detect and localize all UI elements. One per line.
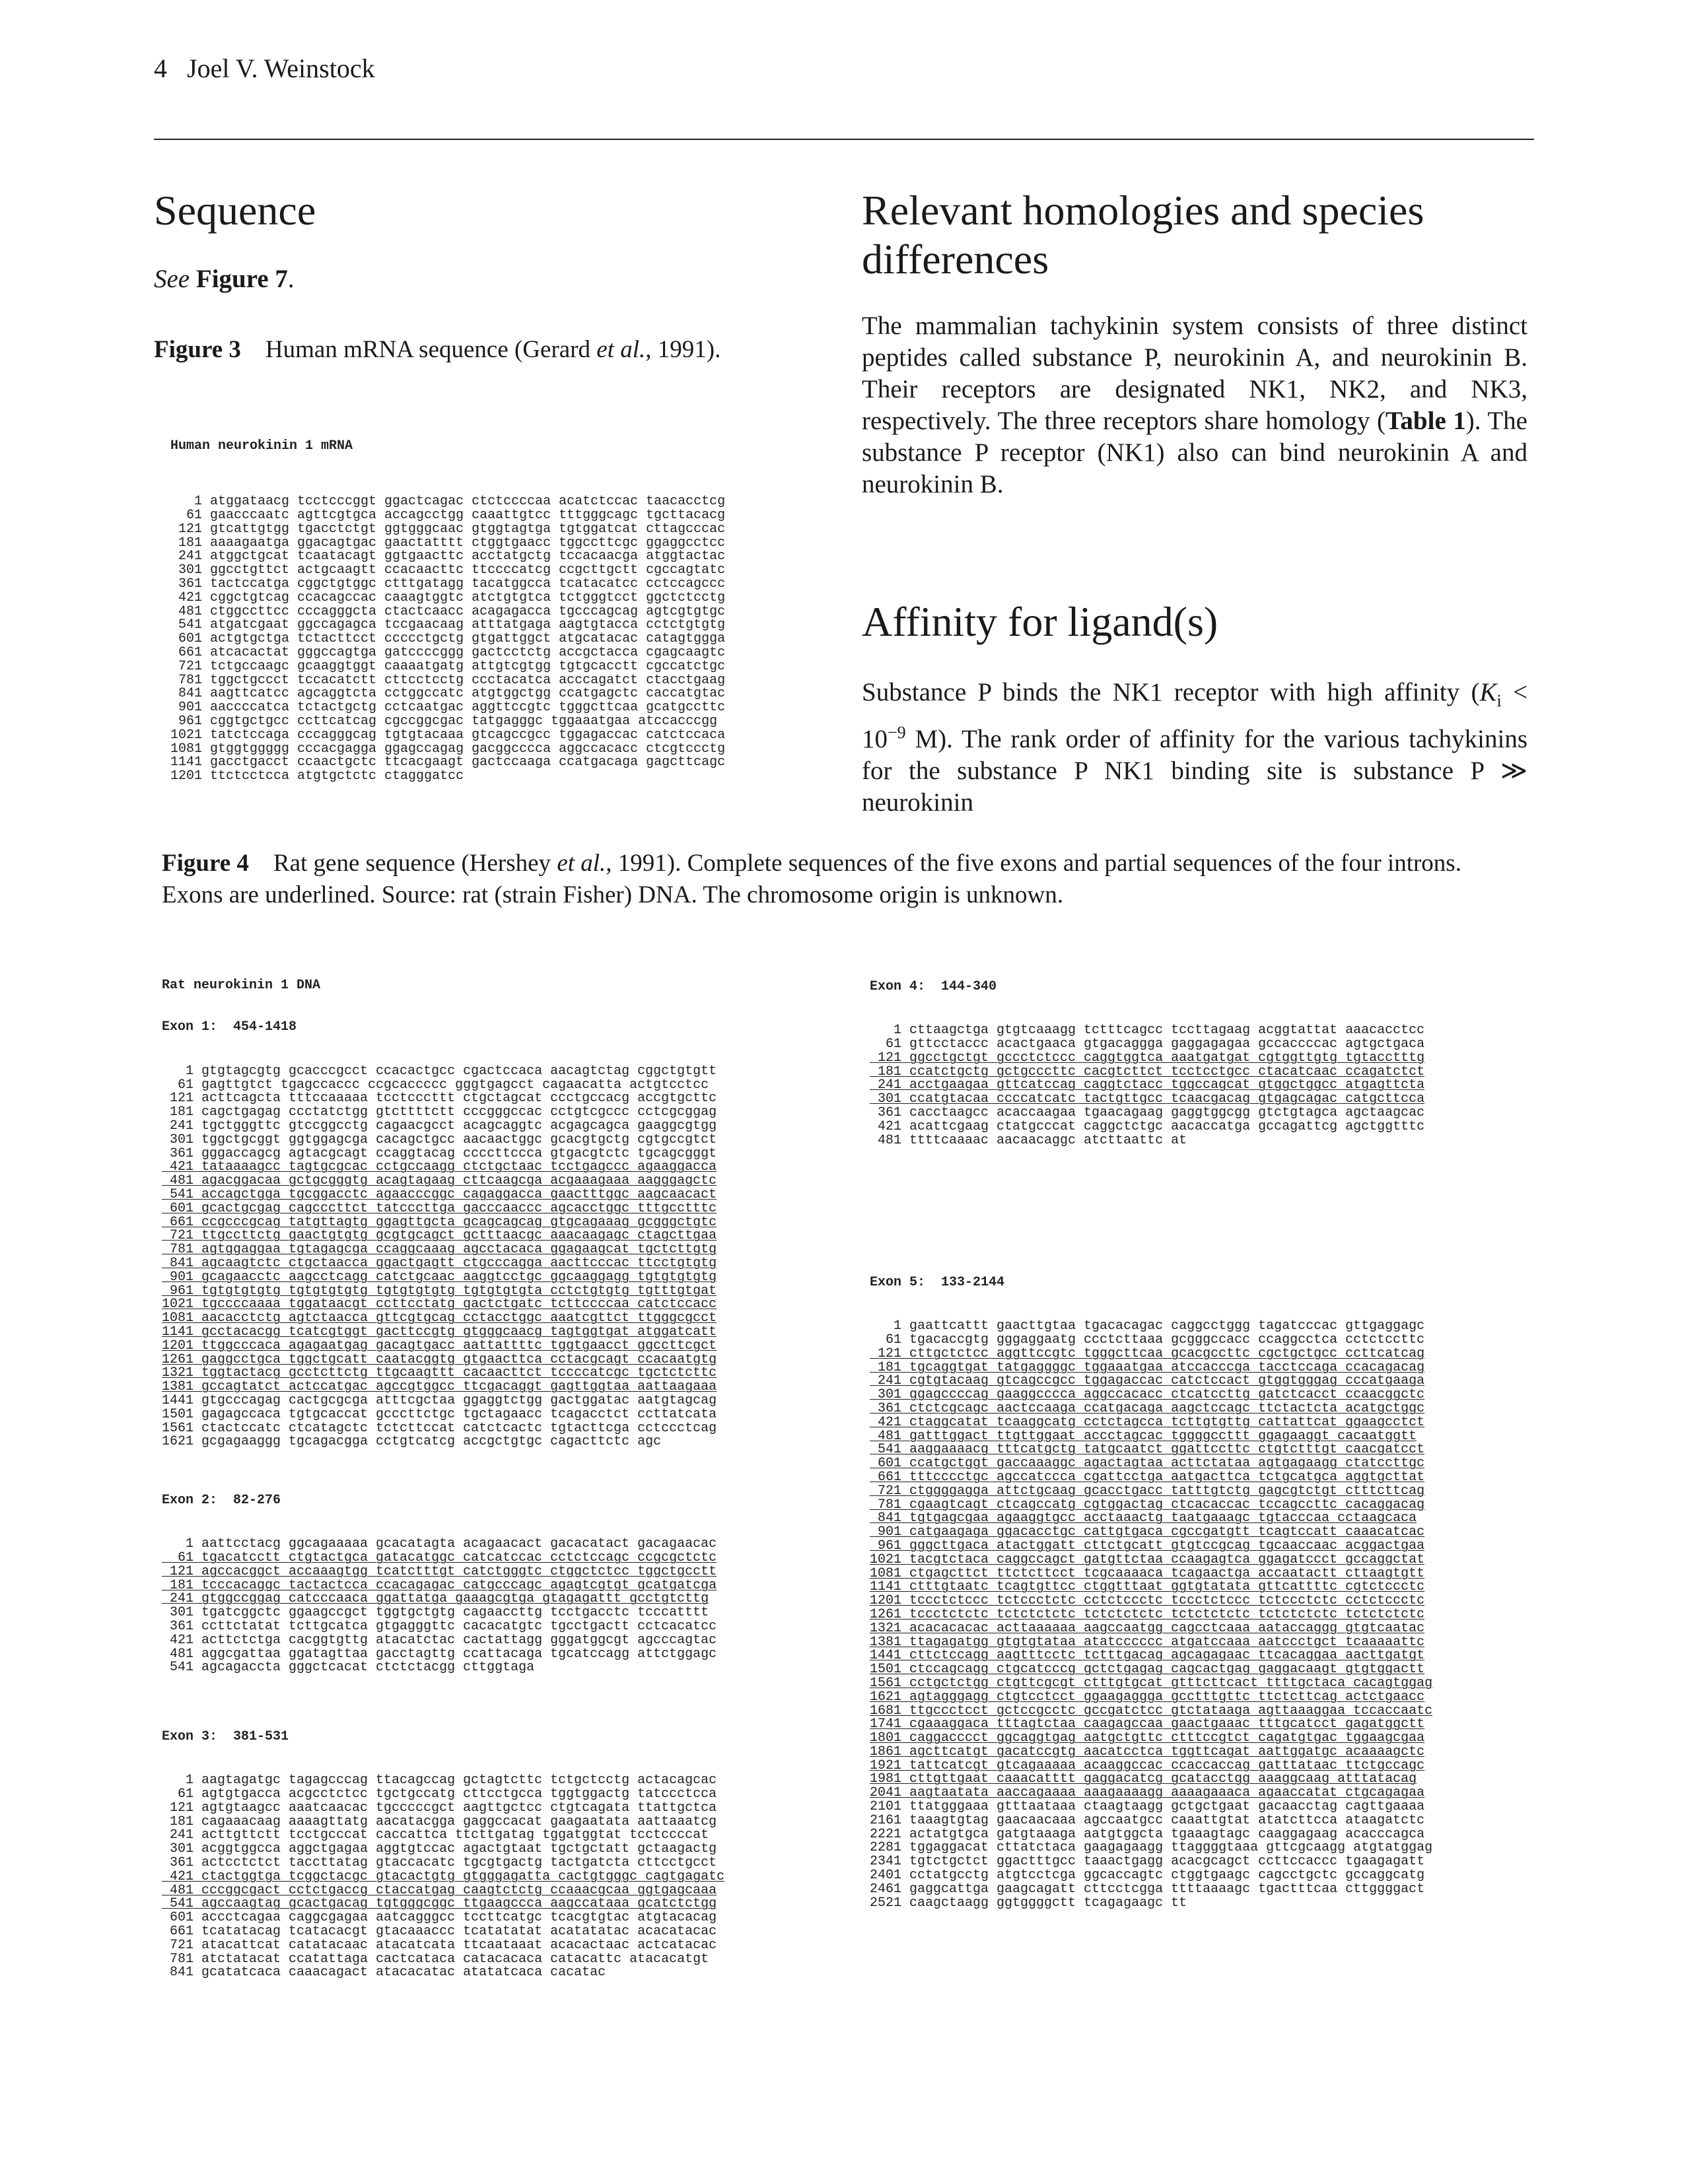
sequence-line: 961 cggtgctgcc ccttcatcag cgccggcgac tatgagggc tggaaatgaa atccacccgg [170,713,718,729]
sequence-line: 421 acttctctga cacggtgttg atacatctac cactattagg gggatggcgt agcccagtac [162,1632,717,1648]
rat-exon-5-header: Exon 5: 133-2144 [870,1274,1005,1290]
sequence-line: 901 catgaagaga ggacacctgc cattgtgaca cgccgatgtt tcagtccatt caaacatcac [870,1524,1425,1540]
sequence-line: 601 ccatgctggt gaccaaaggc agactagtaa acttctataa agtgagaagg ctatccttgc [870,1456,1425,1472]
sequence-line: 361 ccttctatat tcttgcatca gtgagggttc cacacatgtc tgcctgactt cctcacatcc [162,1618,717,1634]
sequence-line: 1261 gaggcctgca tggctgcatt caatacggtg gtgaacttca cctacgcagt ccacaatgtg [162,1351,717,1367]
affinity-exponent: −9 [888,722,906,742]
sequence-line: 1621 agtagggagg ctgtcctcct ggaagaggga gcctttgttc ttctcttcag actctgaacc [870,1689,1425,1705]
rat-exon-5-lines [870,1320,1432,1910]
sequence-line: 421 acattcgaag ctatgcccat caggctctgc aacaccatga gccagattcg agctggtttc [870,1118,1425,1134]
affinity-heading: Affinity for ligand(s) [862,598,1218,645]
sequence-line: 1441 gtgcccagag cactgcgcga atttcgctaa ggaggtctgg gactggatac aatgtagcag [162,1392,717,1408]
sequence-line: 1021 tacgtctaca caggccagct gatgttctaa ccaagagtca ggagatccct gccaggctat [870,1552,1425,1567]
header-rule [154,139,1534,140]
homologies-heading: Relevant homologies and species differences [862,187,1424,283]
sequence-line: 841 aagttcatcc agcaggtcta cctggccatc atgtggctgg ccatgagctc caccatgtac [170,686,726,702]
sequence-line: 61 agtgtgacca acgcctctcc tgctgccatg cttcctgcca tggtggactg tatccctcca [162,1786,717,1802]
sequence-line: 301 ccatgtacaa ccccatcatc tactgttgcc tcaacgacag gtgagcagac catgcttcca [870,1091,1425,1107]
sequence-line: 721 tctgccaagc gcaaggtggt caaaatgatg attgtcgtgg tgtgcacctt cgccatctgc [170,658,726,674]
figure-4-text-2: , 1991). Complete sequences of the five exons and partial sequences of the four introns. Exons are underlined. Source: rat (strain Fisher) DNA. The chromosome origin is unknown. [162,850,1461,908]
sequence-line: 361 tactccatga cggctgtggc ctttgatagg tacatggcca tcatacatcc cctccagccc [170,576,726,592]
sequence-line: 781 cgaagtcagt ctcagccatg cgtggactag ctcacaccac tccagccttc cacaggacag [870,1497,1425,1513]
human-sequence-lines [170,495,725,784]
figure-4-text-1: Rat gene sequence (Hershey [273,850,557,877]
sequence-line: 1 aattcctacg ggcagaaaaa gcacatagta acagaacact gacacatact gacagaacac [162,1536,717,1552]
sequence-line: 361 ctctcgcagc aactccaaga ccatgacaga aagctccagc ttctactcta acatgctggc [870,1400,1425,1416]
sequence-line: 1081 ctgagcttct ttctcttcct tcgcaaaaca tcagaactga accaatactt cttaagtgtt [870,1565,1425,1581]
human-sequence-block [170,411,725,798]
sequence-line: 121 agtgtaagcc aaatcaacac tgcccccgct aagttgctcc ctgtcagata ttattgctca [162,1800,717,1816]
sequence-line: 841 tgtgagcgaa agaaggtgcc acctaaactg taatgaaagc tgtacccaa cctaagcaca [870,1511,1417,1526]
sequence-line: 361 gggaccagcg agtacgcagt ccaggtacag ccccttccca gtgacgtctc tgcagcgggt [162,1145,717,1161]
sequence-line: 961 gggcttgaca atactggatt cttctgcatt gtgtccgcag tgcaaccaac acggactgaa [870,1538,1425,1553]
sequence-line: 1141 gacctgacct ccaactgctc ttcacgaagt gactccaaga ccatgacaga gagcttcagc [170,755,726,770]
sequence-line: 1 atggataacg tcctcccggt ggactcagac ctctccccaa acatctccac taacacctcg [170,494,726,510]
rat-exon-1-lines [162,1065,717,1449]
affinity-text-1: Substance P binds the NK1 receptor with high affinity ( [862,678,1480,706]
sequence-line: 241 cgtgtacaag gtcagccgcc tggagaccac catctccact gtggtgggag cccatgaaga [870,1373,1425,1389]
sequence-line: 1 aagtagatgc tagagcccag ttacagccag gctagtcttc tctgctcctg actacagcac [162,1773,717,1789]
sequence-line: 961 tgtgtgtgtg tgtgtgtgtg tgtgtgtgtg tgtgtgtgta cctctgtgtg tgtttgtgat [162,1283,717,1299]
sequence-line: 1921 tattcatcgt gtcagaaaaa acaaggccac ccaccaccag gatttataac ttctgccagc [870,1757,1425,1773]
sequence-line: 661 atcacactat gggccagtga gatccccggg gactcctctg accgctacca cgagcaagtc [170,644,726,660]
sequence-line: 241 acttgttctt tcctgcccat caccattca ttcttgatag tggatggtat tcctccccat [162,1827,709,1843]
homologies-text-2: ). The substance P receptor (NK1) also can bind neurokinin A and neurokinin B. [862,407,1527,498]
sequence-line: 661 tttcccctgc agccatccca cgattcctga aatgacttca tctgcatgca aggtgcttat [870,1469,1425,1485]
sequence-line: 121 cttgctctcc aggttccgtc tgggcttcaa gcacgccttc cgctgctgcc ccttcatcag [870,1346,1425,1361]
sequence-line: 901 aaccccatca tctactgctg cctcaatgac aggttccgtc tgggcttcaa gcatgccttc [170,700,726,716]
rat-exon-1-header: Exon 1: 454-1418 [162,1019,297,1035]
sequence-line: 841 agcaagtctc ctgctaacca ggactgagtt ctgcccagga aacttcccac ttcctgtgtg [162,1255,717,1271]
figure-4-label: Figure 4 [162,850,249,877]
sequence-line: 481 cccggcgact cctctgaccg ctaccatgag caagtctctg ccaaacgcaa ggtgagcaaa [162,1882,717,1898]
sequence-line: 2341 tgtctgctct ggactttgcc taaactgagg acacgcagct ccttccaccc tgaagagatt [870,1854,1425,1870]
sequence-line: 2401 cctatgcctg atgtcctcga ggcaccagtc ctggtgaagc cagcctgctc gccaggcatg [870,1868,1425,1884]
sequence-line: 721 ttgccttctg gaactgtgtg gcgtgcagct gctttaacgc aaacaagagc ctagcttgaa [162,1228,717,1244]
figure-3-etal: et al. [596,336,646,363]
sequence-line: 781 atctatacat ccatattaga cactcataca catacacaca catacattc atacacatgt [162,1951,709,1967]
sequence-line: 241 gtggccggag catcccaaca ggattatga gaaagcgtga gtagagattt gcctgtcttg [162,1591,709,1607]
sequence-line: 241 acctgaagaa gttcatccag caggtctacc tggccagcat gtggctggcc atgagttcta [870,1077,1425,1093]
sequence-line: 181 cagaaacaag aaaagttatg aacatacgga gaggccacat gaagaatata aattaaatcg [162,1814,717,1829]
sequence-line: 1321 acacacacac acttaaaaaa aagccaatgg cagcctcaaa aataccaggg gtgtcaatac [870,1620,1425,1636]
rat-exon-2-block [162,1466,717,1689]
sequence-line: 721 ctggggagga attctgcaag gcacctgacc tatttgtctg gagcgtctgt ctttcttcag [870,1483,1425,1499]
sequence-line: 121 ggcctgctgt gccctctccc caggtggtca aaatgatgat cgtggttgtg tgtacctttg [870,1050,1425,1066]
figure-3-text-1: Human mRNA sequence (Gerard [265,336,597,363]
sequence-line: 61 gaacccaatc agttcgtgca accagcctgg caaattgtcc tttgggcagc tgcttacacg [170,507,726,523]
sequence-line: 1501 gagagccaca tgtgcaccat gcccttctgc tgctagaacc tcagacctct ccttatcata [162,1406,717,1422]
rat-exon-1-block [162,951,717,1463]
see-figure-line [154,264,295,294]
see-figure-ref[interactable]: Figure 7 [195,265,288,293]
affinity-text-2: M). The rank order of affinity for the various tachykinins for the substance P NK1 binding site is substance P ≫ neurokinin [862,724,1527,817]
sequence-line: 481 agacggacaa gctgcgggtg acagtagaag cttcaagcga acgaaagaaa aagggagctc [162,1173,717,1189]
sequence-line: 1381 gccagtatct actccatgac agccgtggcc ttcgacaggt gagttggtaa aattaagaaa [162,1379,717,1395]
sequence-line: 2041 aagtaatata aaccagaaaa aaagaaaagg aaaagaaaca agaaccatat ctgcagagaa [870,1785,1425,1801]
human-sequence-title: Human neurokinin 1 mRNA [170,438,353,454]
rat-sequence-title: Rat neurokinin 1 DNA [162,977,321,993]
sequence-line: 781 tggctgccct tccacatctt cttcctcctg ccctacatca acccagatct ctacctgaag [170,672,726,688]
sequence-line: 1021 tgccccaaaa tggataacgt ccttcctatg gactctgatc tcttccccaa catctccacc [162,1297,717,1313]
affinity-lt: < 10 [862,678,1527,753]
sequence-line: 601 actgtgctga tctacttcct ccccctgctg gtgattggct atgcatacac catagtggga [170,631,726,647]
sequence-line: 61 tgacaccgtg gggaggaatg ccctcttaaa gcgggccacc ccaggcctca cctctccttc [870,1332,1425,1348]
sequence-line: 661 ccgcccgcag tatgttagtg ggagttgcta gcagcagcag gtgcagaaag gcgggctgtc [162,1214,717,1230]
sequence-line: 241 tgctgggttc gtccggcctg cagaacgcct acagcaggtc acgagcagca gaaggcgtgg [162,1118,717,1134]
sequence-line: 2101 ttatgggaaa gtttaataaa ctaagtaagg gctgctgaat gacaacctag cagttgaaaa [870,1799,1425,1815]
table-1-ref[interactable]: Table 1 [1386,407,1466,435]
rat-exon-3-block [162,1702,724,1994]
sequence-line: 841 gcatatcaca caaacagact atacacatac atatatcaca cacatac [162,1965,606,1981]
sequence-line: 1 gaattcattt gaacttgtaa tgacacagac caggcctggg tagatcccac gttgaggagc [870,1318,1425,1334]
sequence-line: 1801 caggacccct ggcaggtgag aatgctgttc ctttccgtct cagatgtgac tggaagcgaa [870,1730,1425,1746]
sequence-line: 301 tgatcggctc ggaagccgct tggtgctgtg cagaaccttg tcctgacctc tcccatttt [162,1605,709,1621]
sequence-line: 541 agcagaccta gggctcacat ctctctacgg cttggtaga [162,1660,535,1676]
figure-3-text-2: , 1991). [645,336,721,363]
sequence-heading: Sequence [154,187,316,234]
sequence-line: 1201 ttggcccaca agagaatgag gacagtgacc aattattttc tggtgaacct ggccttcgct [162,1338,717,1353]
sequence-line: 241 atggctgcat tcaatacagt ggtgaacttc acctatgctg tccacaacga atggtactac [170,549,726,564]
figure-4-etal: et al. [557,850,606,877]
sequence-line: 1621 gcgagaaggg tgcagacgga cctgtcatcg accgctgtgc cagacttctc agc [162,1434,662,1450]
sequence-line: 1081 gtggtggggg cccacgagga ggagccagag gacggcccca aggccacacc ctcgtccctg [170,741,726,757]
sequence-line: 481 ctggccttcc cccagggcta ctactcaacc acagagacca tgcccagcag agtcgtgtgc [170,603,726,619]
sequence-line: 181 cagctgagag ccctatctgg gtcttttctt cccgggccac cctgtcgccc cctcgcggag [162,1105,717,1120]
sequence-line: 181 ccatctgctg gctgcccttc cacgtcttct tcctcctgcc ctacatcaac ccagatctct [870,1064,1425,1079]
sequence-line: 1141 gcctacacgg tcatcgtggt gacttccgtg gtgggcaacg tagtggtgat atggatcatt [162,1324,717,1340]
sequence-line: 2521 caagctaagg ggtggggctt tcagagaagc tt [870,1895,1187,1911]
see-italic: See [154,265,190,293]
sequence-line: 481 aggcgattaa ggatagttaa gacctagttg ccattacaga tgcatccagg attctggagc [162,1646,717,1662]
sequence-line: 301 acggtggcca aggctgagaa aggtgtccac agactgtaat tgctgctatt gctaagactg [162,1841,717,1857]
sequence-line: 421 cggctgtcag ccacagccac caaagtggtc atctgtgtca tctgggtcct ggctctcctg [170,590,726,605]
sequence-line: 301 ggcctgttct actgcaagtt ccacaacttc ttccccatcg ccgcttgctt cgccagtatc [170,563,726,578]
affinity-k-subscript: i [1496,691,1502,710]
homologies-text-1: The mammalian tachykinin system consists of three distinct peptides called substance P, neurokinin A, and neurokinin B. Their receptors are designated NK1, NK2, and NK3, respectively. The three receptors share homology ( [862,312,1527,435]
sequence-line: 1141 ctttgtaatc tcagtgttcc ctggtttaat ggtgtatata gttcattttc cgtctccctc [870,1579,1425,1595]
sequence-line: 2281 tggaggacat cttatctaca gaagagaagg ttaggggtaaa gttcgcaagg atgtatggag [870,1840,1433,1856]
sequence-line: 301 ggagccccag gaaggcccca aggccacacc ctcatccttg gatctcacct ccaacggctc [870,1387,1425,1403]
sequence-line: 61 tgacatcctt ctgtactgca gatacatggc catcatccac cctctccagc ccgcgctctc [162,1550,717,1565]
rat-exon-4-header: Exon 4: 144-340 [870,978,997,994]
rat-exon-4-block [870,952,1424,1161]
sequence-line: 1 gtgtagcgtg gcacccgcct ccacactgcc cgactccaca aacagtctag cggctgtgtt [162,1063,717,1079]
sequence-line: 2161 taaagtgtag gaacaacaaa agccaatgcc caaattgtat atatcttcca ataagatctc [870,1812,1425,1828]
sequence-line: 541 atgatcgaat ggccagagca tccgaacaag atttatgaga aagtgtacca cctctgtgtg [170,617,726,633]
sequence-line: 541 aaggaaaacg tttcatgctg tatgcaatct ggattccttc ctgtctttgt caacgatcct [870,1442,1425,1458]
sequence-line: 1201 tccctctccc tctccctctc cctctccctc tccctctccc tctccctctc cctctccctc [870,1593,1425,1609]
sequence-line: 121 acttcagcta tttccaaaaa tcctcccttt ctgctagcat ccctgccacg accgtgcttc [162,1091,717,1107]
sequence-line: 121 agccacggct accaaagtgg tcatctttgt catctgggtc ctggctctcc tggctgcctt [162,1563,717,1579]
sequence-line: 361 actcctctct taccttatag gtaccacatc tgcgtgactg tactgatcta cttcctgcct [162,1855,717,1870]
sequence-line: 1441 cttctccagg aagtttcctc tctttgacag agcagagaac ttcacaggaa aacttgatgt [870,1648,1425,1664]
sequence-line: 61 gagttgtct tgagccaccc ccgcaccccc gggtgagcct cagaacatta actgtcctcc [162,1077,709,1093]
rat-exon-5-block [870,1248,1432,1924]
sequence-line: 1021 tatctccaga cccagggcag tgtgtacaaa gtcagccgcc tggagaccac catctccaca [170,727,726,743]
sequence-line: 1081 aacacctctg agtctaacca gttcgtgcag cctacctggc aaatcgttct ttgggcgcct [162,1311,717,1326]
figure-3-label: Figure 3 [154,336,241,363]
sequence-line: 2221 actatgtgca gatgtaaaga aatgtggcta tgaaagtagc caaggagaag acacccagca [870,1826,1425,1842]
rat-exon-3-header: Exon 3: 381-531 [162,1728,289,1744]
rat-exon-4-lines [870,1024,1424,1147]
sequence-line: 1201 ttctcctcca atgtgctctc ctagggatcc [170,768,464,784]
sequence-line: 361 cacctaagcc acaccaagaa tgaacagaag gaggtggcgg gtctgtagca agctaagcac [870,1105,1425,1120]
sequence-line: 721 atacattcat catatacaac atacatcata ttcaataaat acacactaac actcatacac [162,1937,717,1953]
sequence-line: 1741 cgaaaggaca tttagtctaa caagagccaa gaactgaaac tttgcatcct gagatggctt [870,1717,1425,1732]
sequence-line: 301 tggctgcggt ggtggagcga cacagctgcc aacaactggc gcacgtgctg cgtgccgtct [162,1132,717,1147]
sequence-line: 421 tataaaagcc tagtgcgcac cctgccaagg ctctgctaac tcctgagccc agaaggacca [162,1159,717,1175]
affinity-k: K [1479,678,1497,706]
sequence-line: 601 accctcagaa caggcgagaa aatcagggcc tccttcatgc tcacgtgtac atgtacacag [162,1910,717,1926]
sequence-line: 181 tgcaggtgat tatgaggggc tggaaatgaa atccacccga tacctccaga ccacagacag [870,1359,1425,1375]
sequence-line: 481 gatttggact ttgttggaat accctagcac tggggccttt ggagaaggt cacaatggtt [870,1428,1417,1444]
sequence-line: 1261 tccctctctc tctctctctc tctctctctc tctctctctc tctctctctc tctctctctc [870,1606,1425,1622]
sequence-line: 601 gcactgcgag cagcccttct tatcccttga gacccaaccc agcacctggc tttgcctttc [162,1200,717,1216]
sequence-line: 421 ctaggcatat tcaaggcatg cctctagcca tcttgtgttg cattattcat ggaagcctct [870,1414,1425,1430]
homologies-paragraph [862,310,1527,500]
sequence-line: 541 accagctgga tgcggacctc agaacccggc cagaggacca gaactttggc aagcaacact [162,1186,717,1202]
sequence-line: 181 tcccacaggc tactactcca ccacagagac catgcccagc agagtcgtgt gcatgatcga [162,1577,717,1593]
figure-3-caption [154,334,827,366]
sequence-line: 1861 agcttcatgt gacatccgtg aacatcctca tggttcagat aattggatgc acaaaagctc [870,1744,1425,1759]
sequence-line: 1501 ctccagcagg ctgcatcccg gctctgagag cagcactgag gaggacaagt gtgtggactt [870,1662,1425,1678]
rat-exon-3-lines [162,1774,724,1980]
sequence-line: 781 agtggaggaa tgtagagcga ccaggcaaag agcctacaca ggagaagcat tgctcttgtg [162,1242,717,1258]
sequence-line: 1 cttaagctga gtgtcaaagg tctttcagcc tccttagaag acggtattat aaacacctcc [870,1023,1425,1039]
see-figure-end: . [287,265,295,293]
sequence-line: 61 gttcctaccc acactgaaca gtgacaggga gaggagagaa gccaccccac agtgctgaca [870,1036,1425,1052]
rat-exon-2-header: Exon 2: 82-276 [162,1492,281,1508]
rat-exon-2-lines [162,1538,717,1675]
sequence-line: 1321 tggtactacg gcctcttctg ttgcaagttt cacaacttct tccccatcgc tgctctcttc [162,1365,717,1381]
sequence-line: 661 tcatatacag tcatacacgt gtacaaaccc tcatatatat acatatatac acacatacac [162,1923,717,1939]
sequence-line: 421 ctactggtga tcggctacgc gtacactgtg gtgggagatta cactgtgggc cagtgagatc [162,1868,725,1884]
sequence-line: 181 aaaagaatga ggacagtgac gaactatttt ctggtgaacc tggccttcgc ggaggcctcc [170,535,726,551]
sequence-line: 901 gcagaacctc aagcctcagg catctgcaac aaggtcctgc ggcaaggagg tgtgtgtgtg [162,1269,717,1285]
sequence-line: 1981 cttgttgaat caaacatttt gaggacatcg gcatacctgg aaaggcaag atttatacag [870,1771,1417,1787]
sequence-line: 1561 cctgctctgg ctgttcgcgt ctttgtgcat gtttcttcact ttttgctaca cacagtggag [870,1675,1433,1691]
sequence-line: 1381 ttagagatgg gtgtgtataa atatcccccc atgatccaaa aatccctgct tcaaaaattc [870,1634,1425,1650]
sequence-line: 1681 ttgccctcct gctccgcctc gccgatctcc gtctataaga agttaaaggaa tccaccaatc [870,1703,1433,1719]
figure-4-caption [162,848,1522,911]
sequence-line: 2461 gaggcattga gaagcagatt cttcctcgga ttttaaaagc tgactttcaa cttggggact [870,1881,1425,1897]
sequence-line: 541 agccaagtag gcactgacag tgtgggcggc ttgaagccca aagccataaa gcatctctgg [162,1896,717,1912]
sequence-line: 121 gtcattgtgg tgacctctgt ggtgggcaac gtggtagtga tgtggatcat cttagcccac [170,521,726,537]
affinity-paragraph [862,677,1527,819]
running-head: 4 Joel V. Weinstock [154,53,375,83]
sequence-line: 481 ttttcaaaac aacaacaggc atcttaattc at [870,1132,1187,1148]
sequence-line: 1561 ctactccatc ctcatagctc tctcttccat catctcactc tgtacttcga cctccctcag [162,1420,717,1436]
